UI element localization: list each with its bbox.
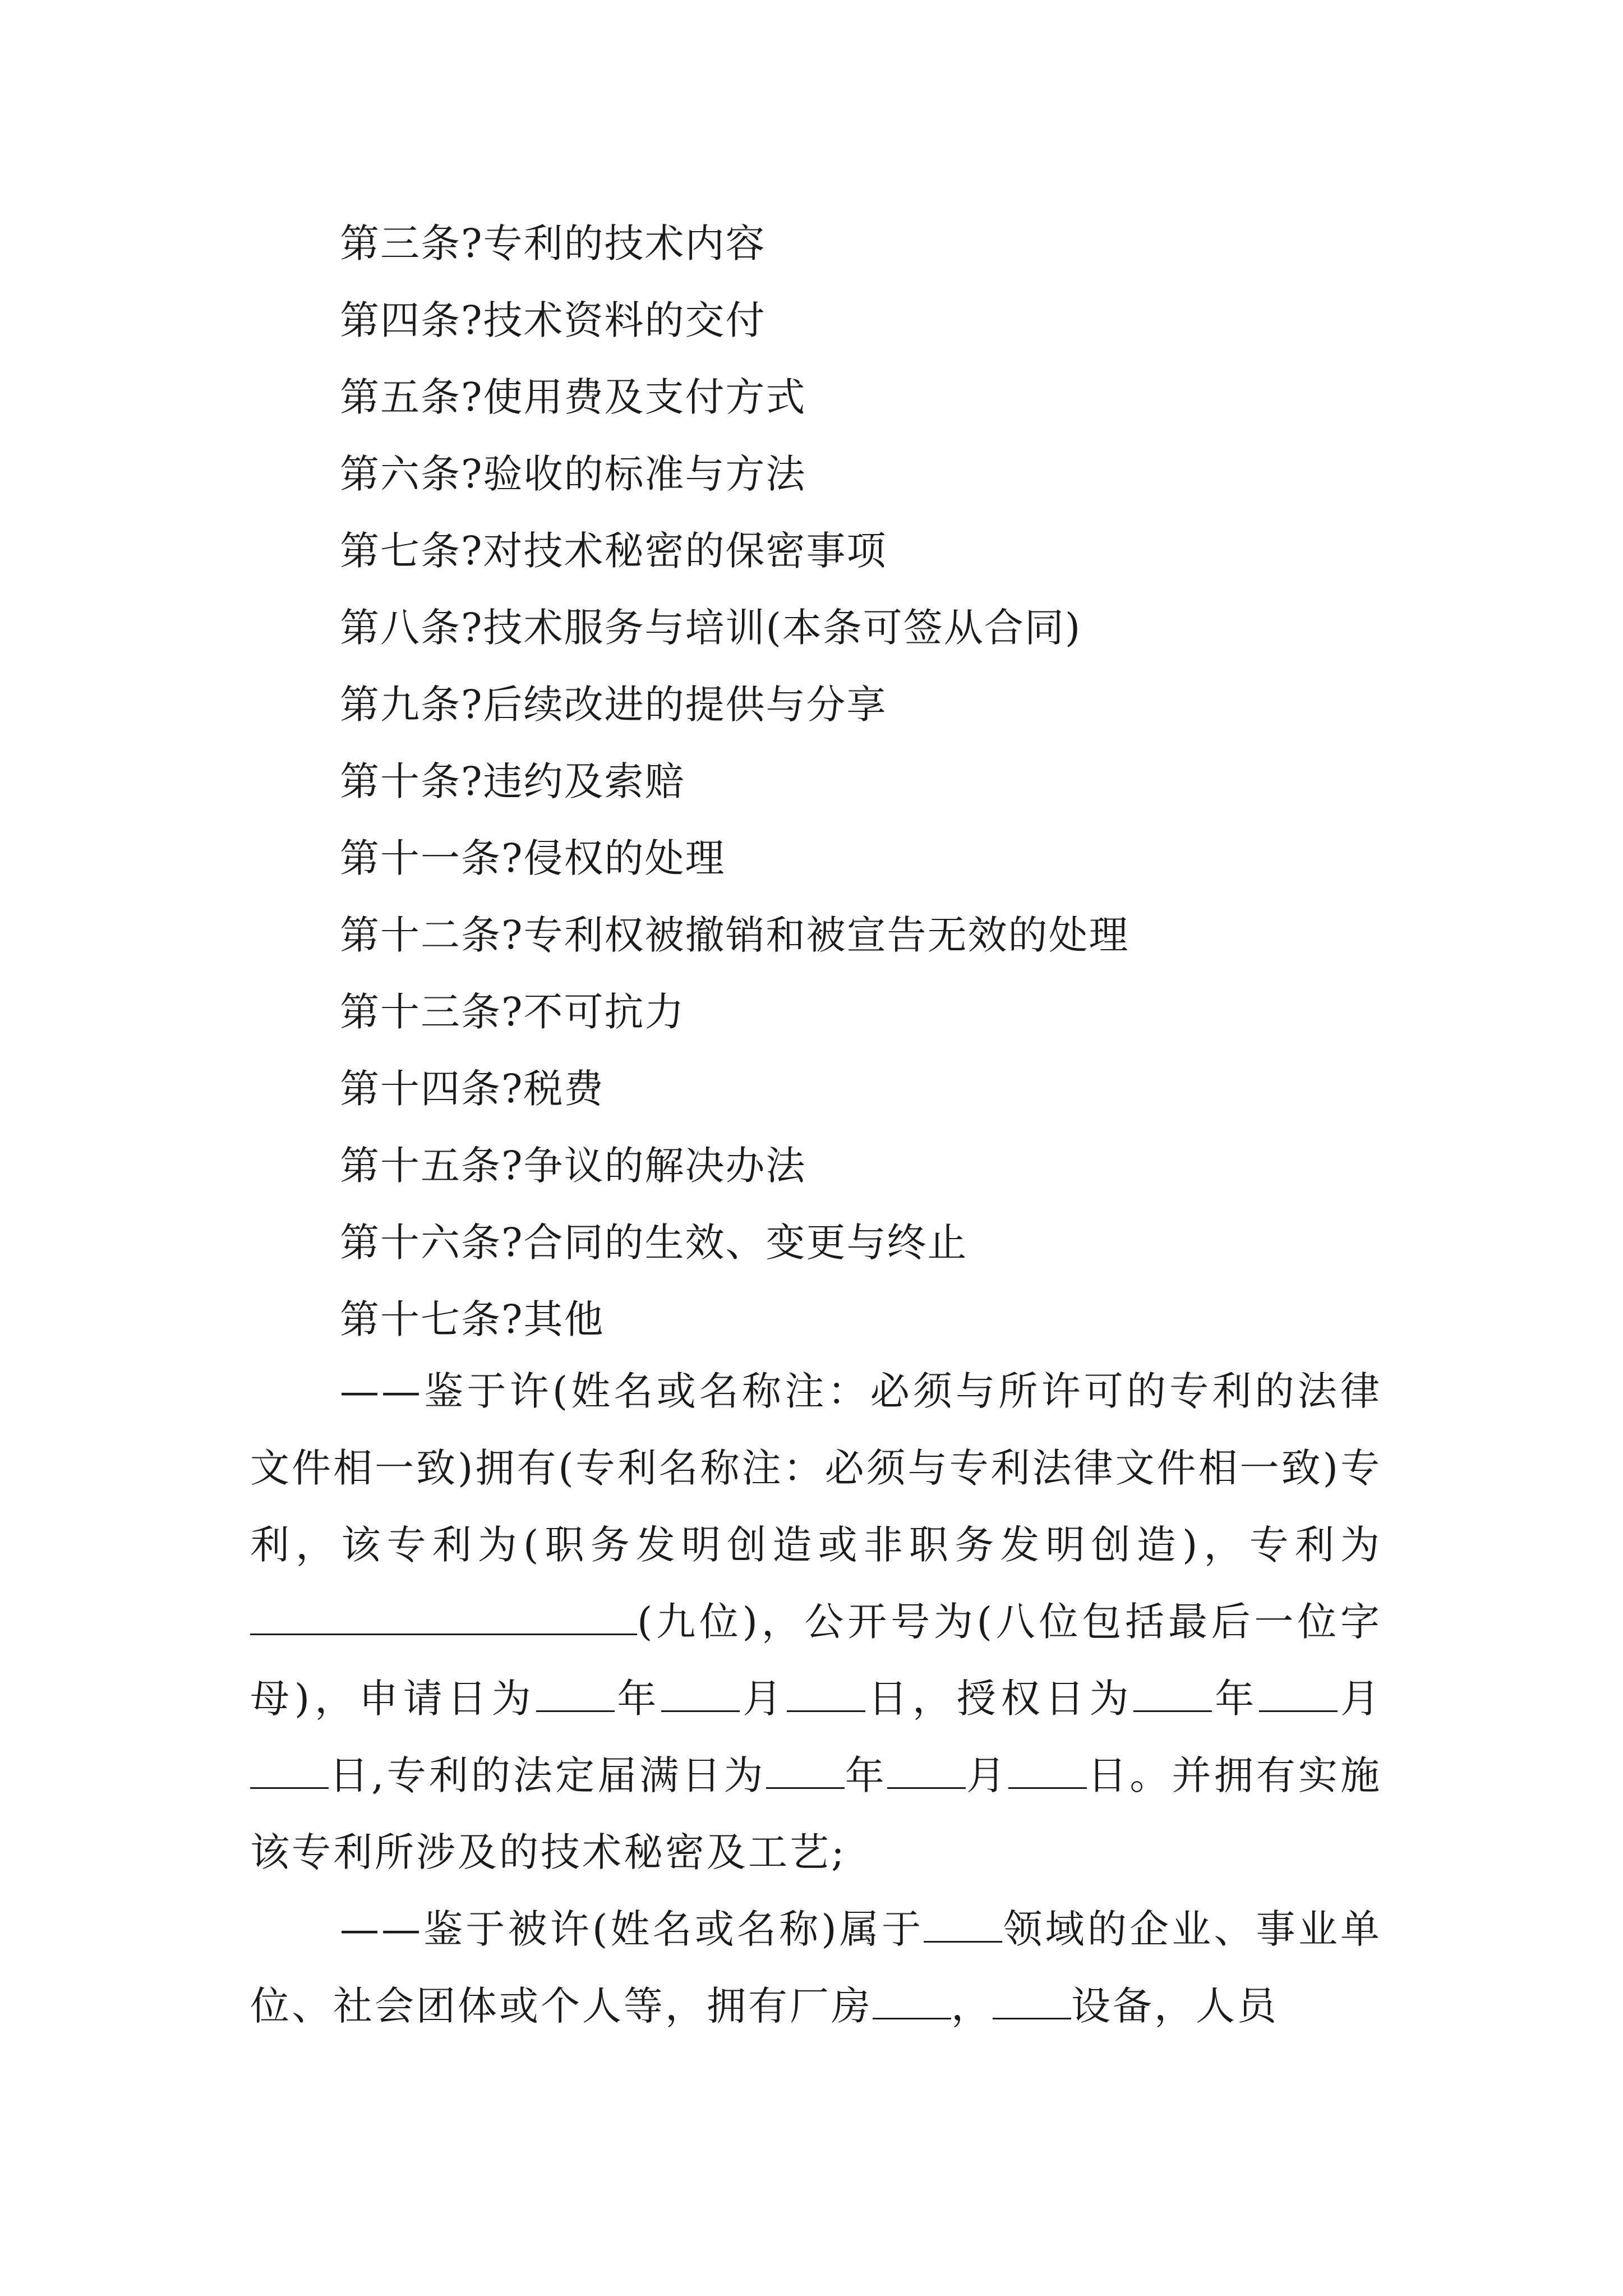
paragraph-text: (九位)，公开号为(八位包括最后一位字母)，申请日为 [250,1599,1382,1722]
paragraph-text: 年 [844,1752,887,1798]
article-item: 第四条?技术资料的交付 [340,297,766,343]
paragraph-text: 年 [1212,1676,1260,1722]
paragraph-text: ， [951,1983,993,2029]
article-item: 第十一条?侵权的处理 [340,835,726,881]
grant-year-blank [1133,1676,1212,1712]
paragraph-text: 月 [740,1676,787,1722]
paragraph-text: 月 [1338,1676,1382,1722]
equipment-blank [993,1983,1071,2019]
article-item: 第十三条?不可抗力 [340,989,685,1035]
article-item: 第九条?后续改进的提供与分享 [340,682,887,728]
licensee-paragraph [250,1891,1382,2045]
expiry-day-blank [1008,1752,1087,1789]
application-month-blank [661,1676,740,1712]
paragraph-text: 月 [965,1752,1009,1798]
paragraph-text: 日。并拥有实施该专利所涉及的技术秘密及工艺; [250,1752,1382,1875]
paragraph-text: ——鉴于许(姓名或名称注：必须与所许可的专利的法律文件相一致)拥有(专利名称注：必须与专利法律文件相一致)专利，该专利为(职务发明创造或非职务发明创造)，专利为 [250,1368,1382,1568]
paragraph-text: ——鉴于被许(姓名或名称)属于 [340,1906,924,1952]
article-item: 第五条?使用费及支付方式 [340,374,806,420]
article-item: 第十条?违约及索赔 [340,758,685,804]
article-item: 第十二条?专利权被撤销和被宣告无效的处理 [340,912,1129,958]
paragraph-text: 日，授权日为 [865,1676,1134,1722]
paragraph-text: 年 [614,1676,662,1722]
application-year-blank [536,1676,615,1712]
article-item: 第十五条?争议的解决办法 [340,1143,806,1189]
article-item: 第八条?技术服务与培训(本条可签从合同) [340,605,1082,651]
article-list [340,205,1461,1358]
article-item: 第十七条?其他 [340,1296,605,1342]
grant-month-blank [1259,1676,1338,1712]
field-blank [924,1906,1002,1943]
article-item: 第七条?对技术秘密的保密事项 [340,528,887,574]
application-day-blank [787,1676,865,1712]
paragraph-text: 日,专利的法定届满日为 [329,1752,766,1798]
factory-blank [873,1983,951,2019]
expiry-month-blank [887,1752,966,1789]
expiry-year-blank [766,1752,845,1789]
grant-day-blank [250,1752,329,1789]
paragraph-text: 设备，人员 [1071,1983,1279,2029]
patent-number-blank [250,1599,637,1635]
article-item: 第十四条?税费 [340,1066,605,1112]
paragraph-text: 领域的企业、事业单位、社会团体或个人等，拥有厂房 [250,1906,1382,2029]
article-item: 第十六条?合同的生效、变更与终止 [340,1220,968,1266]
body-text [250,1353,1382,2045]
article-item: 第三条?专利的技术内容 [340,220,766,266]
article-item: 第六条?验收的标准与方法 [340,451,806,497]
licensor-paragraph [250,1353,1382,1891]
